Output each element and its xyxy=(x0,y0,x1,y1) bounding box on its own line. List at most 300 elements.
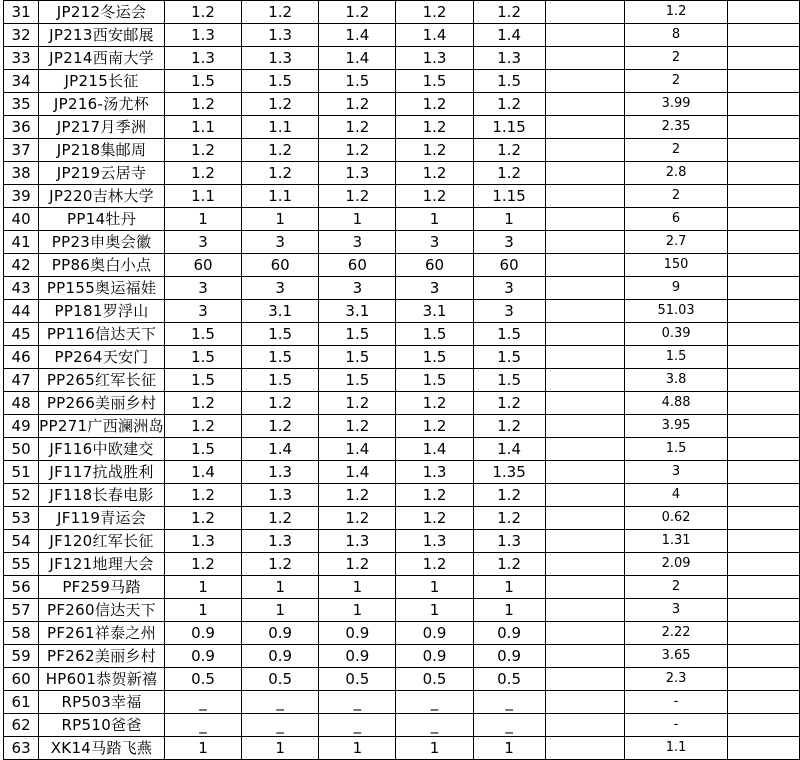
stamp-name-cell: PP264天安门 xyxy=(39,346,165,369)
price-cell-1: 0.9 xyxy=(164,622,241,645)
price-cell-1: 1.4 xyxy=(164,461,241,484)
price-cell-3: 0.9 xyxy=(319,645,396,668)
price-cell-3: 1.3 xyxy=(319,162,396,185)
price-cell-5: 3 xyxy=(473,231,545,254)
row-number-cell: 60 xyxy=(4,668,39,691)
price-cell-3: 1.4 xyxy=(319,24,396,47)
last-value-cell: - xyxy=(625,691,728,714)
last-value-cell: 3 xyxy=(625,461,728,484)
price-cell-1: 1.5 xyxy=(164,346,241,369)
last-value-cell: 8 xyxy=(625,24,728,47)
stamp-name-cell: PF261祥泰之州 xyxy=(39,622,165,645)
price-cell-3: 1.5 xyxy=(319,346,396,369)
price-cell-4: 1.2 xyxy=(396,185,473,208)
price-cell-5: 1 xyxy=(473,576,545,599)
last-value-cell: 2.8 xyxy=(625,162,728,185)
price-cell-3: 1 xyxy=(319,737,396,760)
price-cell-4: 3 xyxy=(396,231,473,254)
price-cell-1: 1.2 xyxy=(164,415,241,438)
row-number-cell: 46 xyxy=(4,346,39,369)
price-cell-5: 1.2 xyxy=(473,162,545,185)
row-number-cell: 49 xyxy=(4,415,39,438)
price-cell-4: 1.5 xyxy=(396,70,473,93)
price-cell-1: 1.5 xyxy=(164,323,241,346)
price-cell-1: 1.2 xyxy=(164,507,241,530)
row-number-cell: 47 xyxy=(4,369,39,392)
price-cell-2: 0.9 xyxy=(242,622,319,645)
price-cell-1: 1.1 xyxy=(164,116,241,139)
stamp-name-cell: JP214西南大学 xyxy=(39,47,165,70)
price-cell-1: 1.5 xyxy=(164,70,241,93)
price-cell-4: 1 xyxy=(396,576,473,599)
price-cell-3: 60 xyxy=(319,254,396,277)
table-row xyxy=(4,70,800,93)
table-row xyxy=(4,461,800,484)
blank-cell xyxy=(545,300,625,323)
price-cell-3: _ xyxy=(319,691,396,714)
empty-cell xyxy=(727,277,799,300)
price-cell-2: 1.2 xyxy=(242,415,319,438)
blank-cell xyxy=(545,93,625,116)
price-cell-1: 1.5 xyxy=(164,369,241,392)
price-cell-2: 1.5 xyxy=(242,346,319,369)
empty-cell xyxy=(727,668,799,691)
empty-cell xyxy=(727,47,799,70)
price-cell-5: 60 xyxy=(473,254,545,277)
empty-cell xyxy=(727,737,799,760)
price-cell-1: 0.5 xyxy=(164,668,241,691)
price-cell-4: 60 xyxy=(396,254,473,277)
price-cell-1: 1 xyxy=(164,208,241,231)
price-cell-4: 1.2 xyxy=(396,162,473,185)
last-value-cell: 2.35 xyxy=(625,116,728,139)
blank-cell xyxy=(545,116,625,139)
table-row xyxy=(4,139,800,162)
empty-cell xyxy=(727,507,799,530)
table-row xyxy=(4,415,800,438)
blank-cell xyxy=(545,185,625,208)
price-cell-3: 1.2 xyxy=(319,139,396,162)
empty-cell xyxy=(727,691,799,714)
table-row xyxy=(4,392,800,415)
price-cell-3: 3 xyxy=(319,231,396,254)
empty-cell xyxy=(727,645,799,668)
price-cell-1: 3 xyxy=(164,231,241,254)
price-cell-4: 3.1 xyxy=(396,300,473,323)
price-cell-3: 1.2 xyxy=(319,1,396,24)
price-cell-4: 1.3 xyxy=(396,530,473,553)
table-row xyxy=(4,691,800,714)
row-number-cell: 45 xyxy=(4,323,39,346)
blank-cell xyxy=(545,691,625,714)
blank-cell xyxy=(545,392,625,415)
last-value-cell: 9 xyxy=(625,277,728,300)
last-value-cell: 1.5 xyxy=(625,346,728,369)
empty-cell xyxy=(727,576,799,599)
price-cell-2: 1.1 xyxy=(242,185,319,208)
price-cell-1: 0.9 xyxy=(164,645,241,668)
table-row xyxy=(4,185,800,208)
last-value-cell: 150 xyxy=(625,254,728,277)
stamp-name-cell: JP218集邮周 xyxy=(39,139,165,162)
price-cell-3: 1.2 xyxy=(319,484,396,507)
table-row xyxy=(4,254,800,277)
blank-cell xyxy=(545,162,625,185)
stamp-name-cell: JF120红军长征 xyxy=(39,530,165,553)
last-value-cell: 6 xyxy=(625,208,728,231)
price-cell-1: 3 xyxy=(164,277,241,300)
blank-cell xyxy=(545,277,625,300)
price-cell-3: 1.3 xyxy=(319,530,396,553)
blank-cell xyxy=(545,507,625,530)
last-value-cell: 2.7 xyxy=(625,231,728,254)
blank-cell xyxy=(545,553,625,576)
stamp-name-cell: PF259马踏 xyxy=(39,576,165,599)
stamp-name-cell: JF119青运会 xyxy=(39,507,165,530)
price-cell-5: 1.5 xyxy=(473,70,545,93)
price-cell-4: 1.2 xyxy=(396,484,473,507)
stamp-name-cell: JP217月季洲 xyxy=(39,116,165,139)
row-number-cell: 36 xyxy=(4,116,39,139)
last-value-cell: 2 xyxy=(625,576,728,599)
price-cell-2: 1.2 xyxy=(242,553,319,576)
price-cell-3: 1 xyxy=(319,208,396,231)
blank-cell xyxy=(545,737,625,760)
stamp-name-cell: JP215长征 xyxy=(39,70,165,93)
price-cell-2: 1.5 xyxy=(242,70,319,93)
blank-cell xyxy=(545,622,625,645)
last-value-cell: 51.03 xyxy=(625,300,728,323)
last-value-cell: 1.1 xyxy=(625,737,728,760)
price-cell-3: 3.1 xyxy=(319,300,396,323)
blank-cell xyxy=(545,254,625,277)
price-cell-2: 0.9 xyxy=(242,645,319,668)
row-number-cell: 44 xyxy=(4,300,39,323)
price-cell-2: 1 xyxy=(242,576,319,599)
price-cell-1: 1.3 xyxy=(164,530,241,553)
price-cell-2: 1.2 xyxy=(242,139,319,162)
table-row xyxy=(4,576,800,599)
price-cell-4: 0.9 xyxy=(396,622,473,645)
empty-cell xyxy=(727,231,799,254)
price-cell-4: _ xyxy=(396,714,473,737)
price-cell-3: 1.5 xyxy=(319,323,396,346)
price-cell-2: 1.5 xyxy=(242,369,319,392)
price-cell-1: 3 xyxy=(164,300,241,323)
blank-cell xyxy=(545,139,625,162)
stamp-name-cell: JP216-汤尤杯 xyxy=(39,93,165,116)
price-cell-5: 1.3 xyxy=(473,530,545,553)
table-row xyxy=(4,599,800,622)
price-table xyxy=(3,0,800,760)
blank-cell xyxy=(545,231,625,254)
row-number-cell: 56 xyxy=(4,576,39,599)
row-number-cell: 57 xyxy=(4,599,39,622)
last-value-cell: 2.09 xyxy=(625,553,728,576)
price-cell-2: 1.3 xyxy=(242,530,319,553)
table-row xyxy=(4,438,800,461)
last-value-cell: 2.3 xyxy=(625,668,728,691)
row-number-cell: 61 xyxy=(4,691,39,714)
empty-cell xyxy=(727,116,799,139)
price-cell-4: _ xyxy=(396,691,473,714)
row-number-cell: 62 xyxy=(4,714,39,737)
blank-cell xyxy=(545,461,625,484)
price-cell-3: 1.2 xyxy=(319,415,396,438)
price-cell-4: 1.3 xyxy=(396,461,473,484)
stamp-name-cell: JF121地理大会 xyxy=(39,553,165,576)
price-cell-5: 1.2 xyxy=(473,484,545,507)
stamp-name-cell: PP271广西澜洲岛 xyxy=(39,415,165,438)
price-cell-1: 1 xyxy=(164,576,241,599)
last-value-cell: 3 xyxy=(625,599,728,622)
table-row xyxy=(4,208,800,231)
empty-cell xyxy=(727,93,799,116)
price-cell-4: 1.2 xyxy=(396,1,473,24)
price-cell-2: 1.5 xyxy=(242,323,319,346)
price-cell-5: 1.15 xyxy=(473,116,545,139)
price-cell-4: 1 xyxy=(396,599,473,622)
last-value-cell: 0.39 xyxy=(625,323,728,346)
table-body xyxy=(4,1,800,760)
price-cell-1: 1.2 xyxy=(164,139,241,162)
empty-cell xyxy=(727,323,799,346)
price-cell-5: 1.5 xyxy=(473,323,545,346)
blank-cell xyxy=(545,24,625,47)
last-value-cell: - xyxy=(625,714,728,737)
empty-cell xyxy=(727,1,799,24)
row-number-cell: 48 xyxy=(4,392,39,415)
row-number-cell: 37 xyxy=(4,139,39,162)
price-cell-3: 1.2 xyxy=(319,507,396,530)
stamp-name-cell: PF260信达天下 xyxy=(39,599,165,622)
table-row xyxy=(4,553,800,576)
table-row xyxy=(4,622,800,645)
empty-cell xyxy=(727,208,799,231)
table-row xyxy=(4,668,800,691)
blank-cell xyxy=(545,369,625,392)
table-row xyxy=(4,530,800,553)
price-cell-3: 1.4 xyxy=(319,47,396,70)
price-cell-4: 1.2 xyxy=(396,93,473,116)
row-number-cell: 32 xyxy=(4,24,39,47)
price-cell-5: _ xyxy=(473,691,545,714)
price-cell-5: 3 xyxy=(473,300,545,323)
price-cell-2: 1 xyxy=(242,737,319,760)
price-cell-2: 1.2 xyxy=(242,392,319,415)
stamp-name-cell: JP212冬运会 xyxy=(39,1,165,24)
empty-cell xyxy=(727,714,799,737)
price-cell-5: 0.5 xyxy=(473,668,545,691)
empty-cell xyxy=(727,300,799,323)
empty-cell xyxy=(727,553,799,576)
price-cell-5: 3 xyxy=(473,277,545,300)
price-cell-1: 1.3 xyxy=(164,47,241,70)
price-cell-2: 1.2 xyxy=(242,1,319,24)
table-row xyxy=(4,714,800,737)
price-cell-5: 1 xyxy=(473,599,545,622)
price-cell-5: 1.2 xyxy=(473,139,545,162)
price-cell-3: 1.2 xyxy=(319,185,396,208)
empty-cell xyxy=(727,254,799,277)
price-cell-4: 1 xyxy=(396,208,473,231)
table-row xyxy=(4,484,800,507)
blank-cell xyxy=(545,323,625,346)
price-cell-1: 1.5 xyxy=(164,438,241,461)
price-cell-2: 1.1 xyxy=(242,116,319,139)
price-cell-3: 1.4 xyxy=(319,461,396,484)
last-value-cell: 3.8 xyxy=(625,369,728,392)
price-cell-5: 1.4 xyxy=(473,24,545,47)
table-row xyxy=(4,47,800,70)
table-row xyxy=(4,162,800,185)
price-cell-3: 1.2 xyxy=(319,116,396,139)
last-value-cell: 1.5 xyxy=(625,438,728,461)
stamp-name-cell: XK14马踏飞燕 xyxy=(39,737,165,760)
blank-cell xyxy=(545,576,625,599)
table-row xyxy=(4,323,800,346)
price-cell-1: 1 xyxy=(164,599,241,622)
price-cell-2: 1 xyxy=(242,208,319,231)
price-cell-4: 1.2 xyxy=(396,415,473,438)
row-number-cell: 43 xyxy=(4,277,39,300)
empty-cell xyxy=(727,24,799,47)
blank-cell xyxy=(545,1,625,24)
price-cell-5: 1.5 xyxy=(473,369,545,392)
price-cell-4: 1.2 xyxy=(396,553,473,576)
stamp-name-cell: JF116中欧建交 xyxy=(39,438,165,461)
stamp-name-cell: JP220吉林大学 xyxy=(39,185,165,208)
price-cell-2: 1.4 xyxy=(242,438,319,461)
last-value-cell: 3.95 xyxy=(625,415,728,438)
price-cell-1: 1.2 xyxy=(164,162,241,185)
blank-cell xyxy=(545,208,625,231)
price-cell-4: 0.5 xyxy=(396,668,473,691)
price-cell-5: 1.2 xyxy=(473,415,545,438)
row-number-cell: 55 xyxy=(4,553,39,576)
row-number-cell: 63 xyxy=(4,737,39,760)
price-cell-3: 1.5 xyxy=(319,70,396,93)
price-cell-2: 1.2 xyxy=(242,93,319,116)
price-cell-5: 1.2 xyxy=(473,1,545,24)
stamp-name-cell: PP23申奥会徽 xyxy=(39,231,165,254)
price-cell-4: 1.2 xyxy=(396,392,473,415)
row-number-cell: 35 xyxy=(4,93,39,116)
price-cell-3: _ xyxy=(319,714,396,737)
price-cell-3: 1 xyxy=(319,576,396,599)
price-cell-4: 1.5 xyxy=(396,323,473,346)
empty-cell xyxy=(727,185,799,208)
table-row xyxy=(4,93,800,116)
price-cell-1: 1.2 xyxy=(164,484,241,507)
row-number-cell: 53 xyxy=(4,507,39,530)
blank-cell xyxy=(545,484,625,507)
table-row xyxy=(4,645,800,668)
empty-cell xyxy=(727,369,799,392)
row-number-cell: 39 xyxy=(4,185,39,208)
price-cell-2: 3 xyxy=(242,277,319,300)
price-cell-1: 1 xyxy=(164,737,241,760)
price-cell-2: 0.5 xyxy=(242,668,319,691)
blank-cell xyxy=(545,415,625,438)
empty-cell xyxy=(727,415,799,438)
row-number-cell: 52 xyxy=(4,484,39,507)
price-cell-1: 1.2 xyxy=(164,392,241,415)
last-value-cell: 2 xyxy=(625,70,728,93)
blank-cell xyxy=(545,668,625,691)
price-cell-5: 0.9 xyxy=(473,645,545,668)
price-cell-5: 0.9 xyxy=(473,622,545,645)
empty-cell xyxy=(727,622,799,645)
price-cell-2: 1.3 xyxy=(242,24,319,47)
stamp-name-cell: RP510爸爸 xyxy=(39,714,165,737)
price-cell-1: 1.2 xyxy=(164,1,241,24)
price-cell-4: 0.9 xyxy=(396,645,473,668)
blank-cell xyxy=(545,346,625,369)
last-value-cell: 0.62 xyxy=(625,507,728,530)
price-cell-3: 1.2 xyxy=(319,553,396,576)
stamp-name-cell: JP213西安邮展 xyxy=(39,24,165,47)
last-value-cell: 1.2 xyxy=(625,1,728,24)
price-cell-4: 1.2 xyxy=(396,116,473,139)
table-row xyxy=(4,231,800,254)
stamp-name-cell: JP219云居寺 xyxy=(39,162,165,185)
row-number-cell: 33 xyxy=(4,47,39,70)
row-number-cell: 41 xyxy=(4,231,39,254)
price-cell-1: 1.3 xyxy=(164,24,241,47)
stamp-name-cell: PP266美丽乡村 xyxy=(39,392,165,415)
row-number-cell: 51 xyxy=(4,461,39,484)
price-cell-2: 60 xyxy=(242,254,319,277)
table-row xyxy=(4,116,800,139)
table-row xyxy=(4,507,800,530)
stamp-name-cell: RP503幸福 xyxy=(39,691,165,714)
stamp-name-cell: PF262美丽乡村 xyxy=(39,645,165,668)
price-cell-1: 1.2 xyxy=(164,553,241,576)
price-cell-2: 1.3 xyxy=(242,484,319,507)
price-cell-5: 1.4 xyxy=(473,438,545,461)
price-cell-4: 1 xyxy=(396,737,473,760)
price-cell-5: 1 xyxy=(473,208,545,231)
price-cell-5: 1.3 xyxy=(473,47,545,70)
last-value-cell: 3.99 xyxy=(625,93,728,116)
empty-cell xyxy=(727,392,799,415)
empty-cell xyxy=(727,139,799,162)
row-number-cell: 59 xyxy=(4,645,39,668)
stamp-name-cell: PP155奥运福娃 xyxy=(39,277,165,300)
price-cell-4: 1.4 xyxy=(396,438,473,461)
price-cell-4: 1.3 xyxy=(396,47,473,70)
last-value-cell: 2 xyxy=(625,139,728,162)
price-cell-1: _ xyxy=(164,714,241,737)
price-cell-5: 1.2 xyxy=(473,93,545,116)
table-row xyxy=(4,346,800,369)
stamp-name-cell: PP265红军长征 xyxy=(39,369,165,392)
price-cell-1: _ xyxy=(164,691,241,714)
price-cell-5: 1.2 xyxy=(473,553,545,576)
row-number-cell: 58 xyxy=(4,622,39,645)
price-cell-3: 1.2 xyxy=(319,392,396,415)
price-cell-5: 1.2 xyxy=(473,507,545,530)
price-cell-2: 1 xyxy=(242,599,319,622)
last-value-cell: 2 xyxy=(625,47,728,70)
stamp-name-cell: PP181罗浮山 xyxy=(39,300,165,323)
price-cell-3: 0.9 xyxy=(319,622,396,645)
price-cell-2: 3.1 xyxy=(242,300,319,323)
last-value-cell: 4.88 xyxy=(625,392,728,415)
price-cell-4: 1.5 xyxy=(396,369,473,392)
price-cell-3: 1 xyxy=(319,599,396,622)
